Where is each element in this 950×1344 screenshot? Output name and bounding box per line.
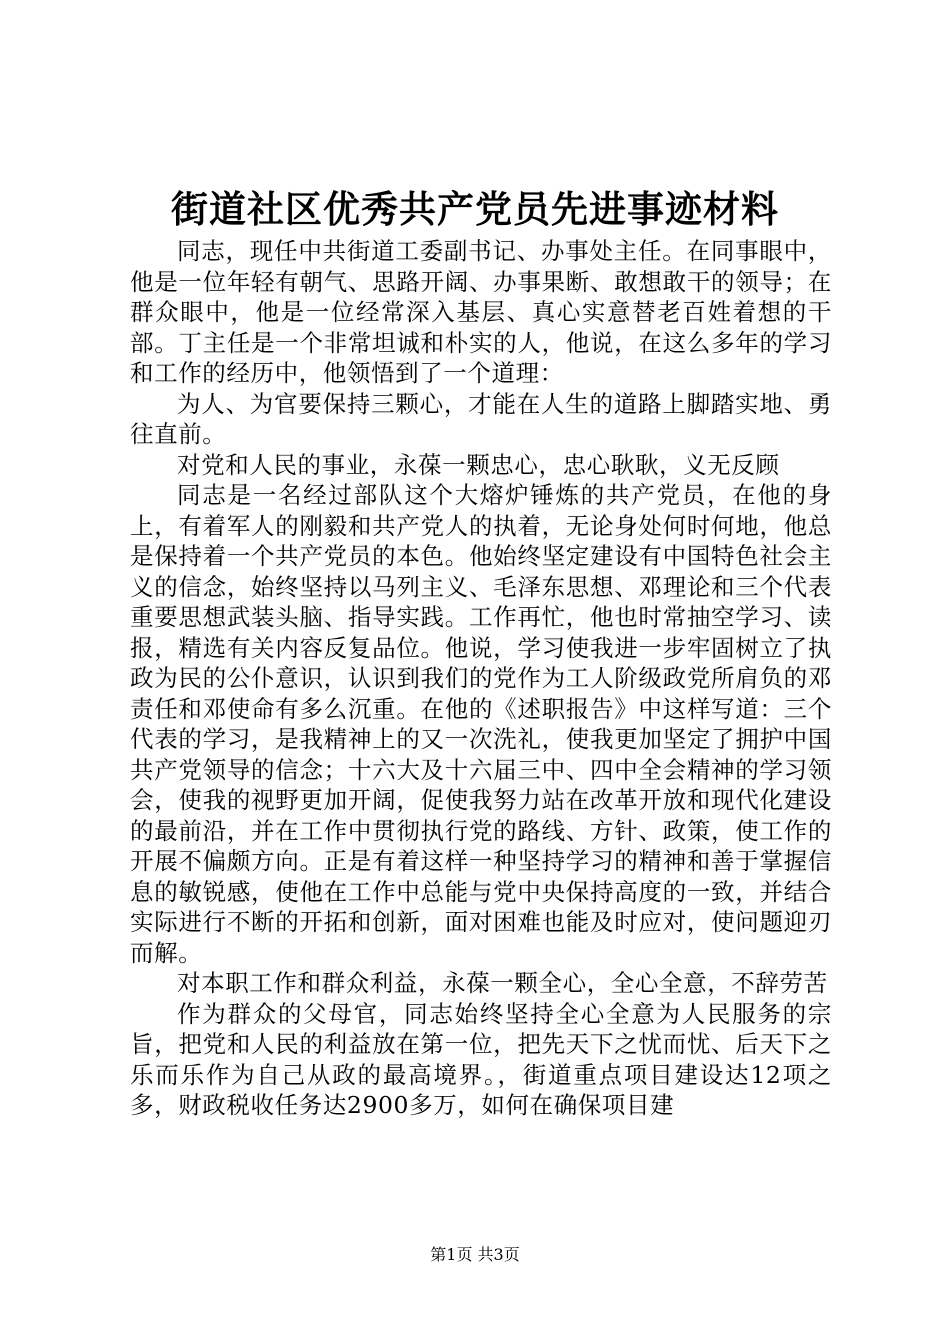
paragraph-dedication-detail: 作为群众的父母官，同志始终坚持全心全意为人民服务的宗旨，把党和人民的利益放在第一位，把先天下之忧而忧、后天下之乐而乐作为自己从政的最高境界。，街道重点项目建设达12项之多，财政税收任务达2900多万，如何在确保项目建 bbox=[130, 999, 832, 1119]
page-number-footer: 第1页 共3页 bbox=[430, 1245, 520, 1264]
paragraph-three-hearts: 为人、为官要保持三颗心，才能在人生的道路上脚踏实地、勇往直前。 bbox=[130, 389, 832, 448]
paragraph-intro: 同志，现任中共街道工委副书记、办事处主任。在同事眼中，他是一位年轻有朝气、思路开阔、办事果断、敢想敢干的领导；在群众眼中，他是一位经常深入基层、真心实意替老百姓着想的干部。丁主任是一个非常坦诚和朴实的人，他说，在这么多年的学习和工作的经历中，他领悟到了一个道理： bbox=[130, 237, 832, 387]
paragraph-heading-dedication: 对本职工作和群众利益，永葆一颗全心，全心全意，不辞劳苦 bbox=[177, 969, 828, 997]
paragraph-heading-loyalty: 对党和人民的事业，永葆一颗忠心，忠心耿耿，义无反顾 bbox=[177, 450, 780, 479]
document-body bbox=[130, 236, 832, 1121]
document-title: 街道社区优秀共产党员先进事迹材料 bbox=[171, 188, 779, 231]
paragraph-loyalty-detail: 同志是一名经过部队这个大熔炉锤炼的共产党员，在他的身上，有着军人的刚毅和共产党人的执着，无论身处何时何地，他总是保持着一个共产党员的本色。他始终坚定建设有中国特色社会主义的信念，始终坚持以马列主义、毛泽东思想、邓理论和三个代表重要思想武装头脑、指导实践。工作再忙，他也时常抽空学习、读报，精选有关内容反复品位。他说，学习使我进一步牢固树立了执政为民的公仆意识，认识到我们的党作为工人阶级政党所肩负的邓责任和邓使命有多么沉重。在他的《述职报告》中这样写道：三个代表的学习，是我精神上的又一次洗礼，使我更加坚定了拥护中国共产党领导的信念；十六大及十六届三中、四中全会精神的学习领会，使我的视野更加开阔，促使我努力站在改革开放和现代化建设的最前沿，并在工作中贯彻执行党的路线、方针、政策，使工作的开展不偏颇方向。正是有着这样一种坚持学习的精神和善于掌握信息的敏锐感，使他在工作中总能与党中央保持高度的一致，并结合实际进行不断的开拓和创新，面对困难也能及时应对，使问题迎刃而解。 bbox=[130, 481, 832, 967]
